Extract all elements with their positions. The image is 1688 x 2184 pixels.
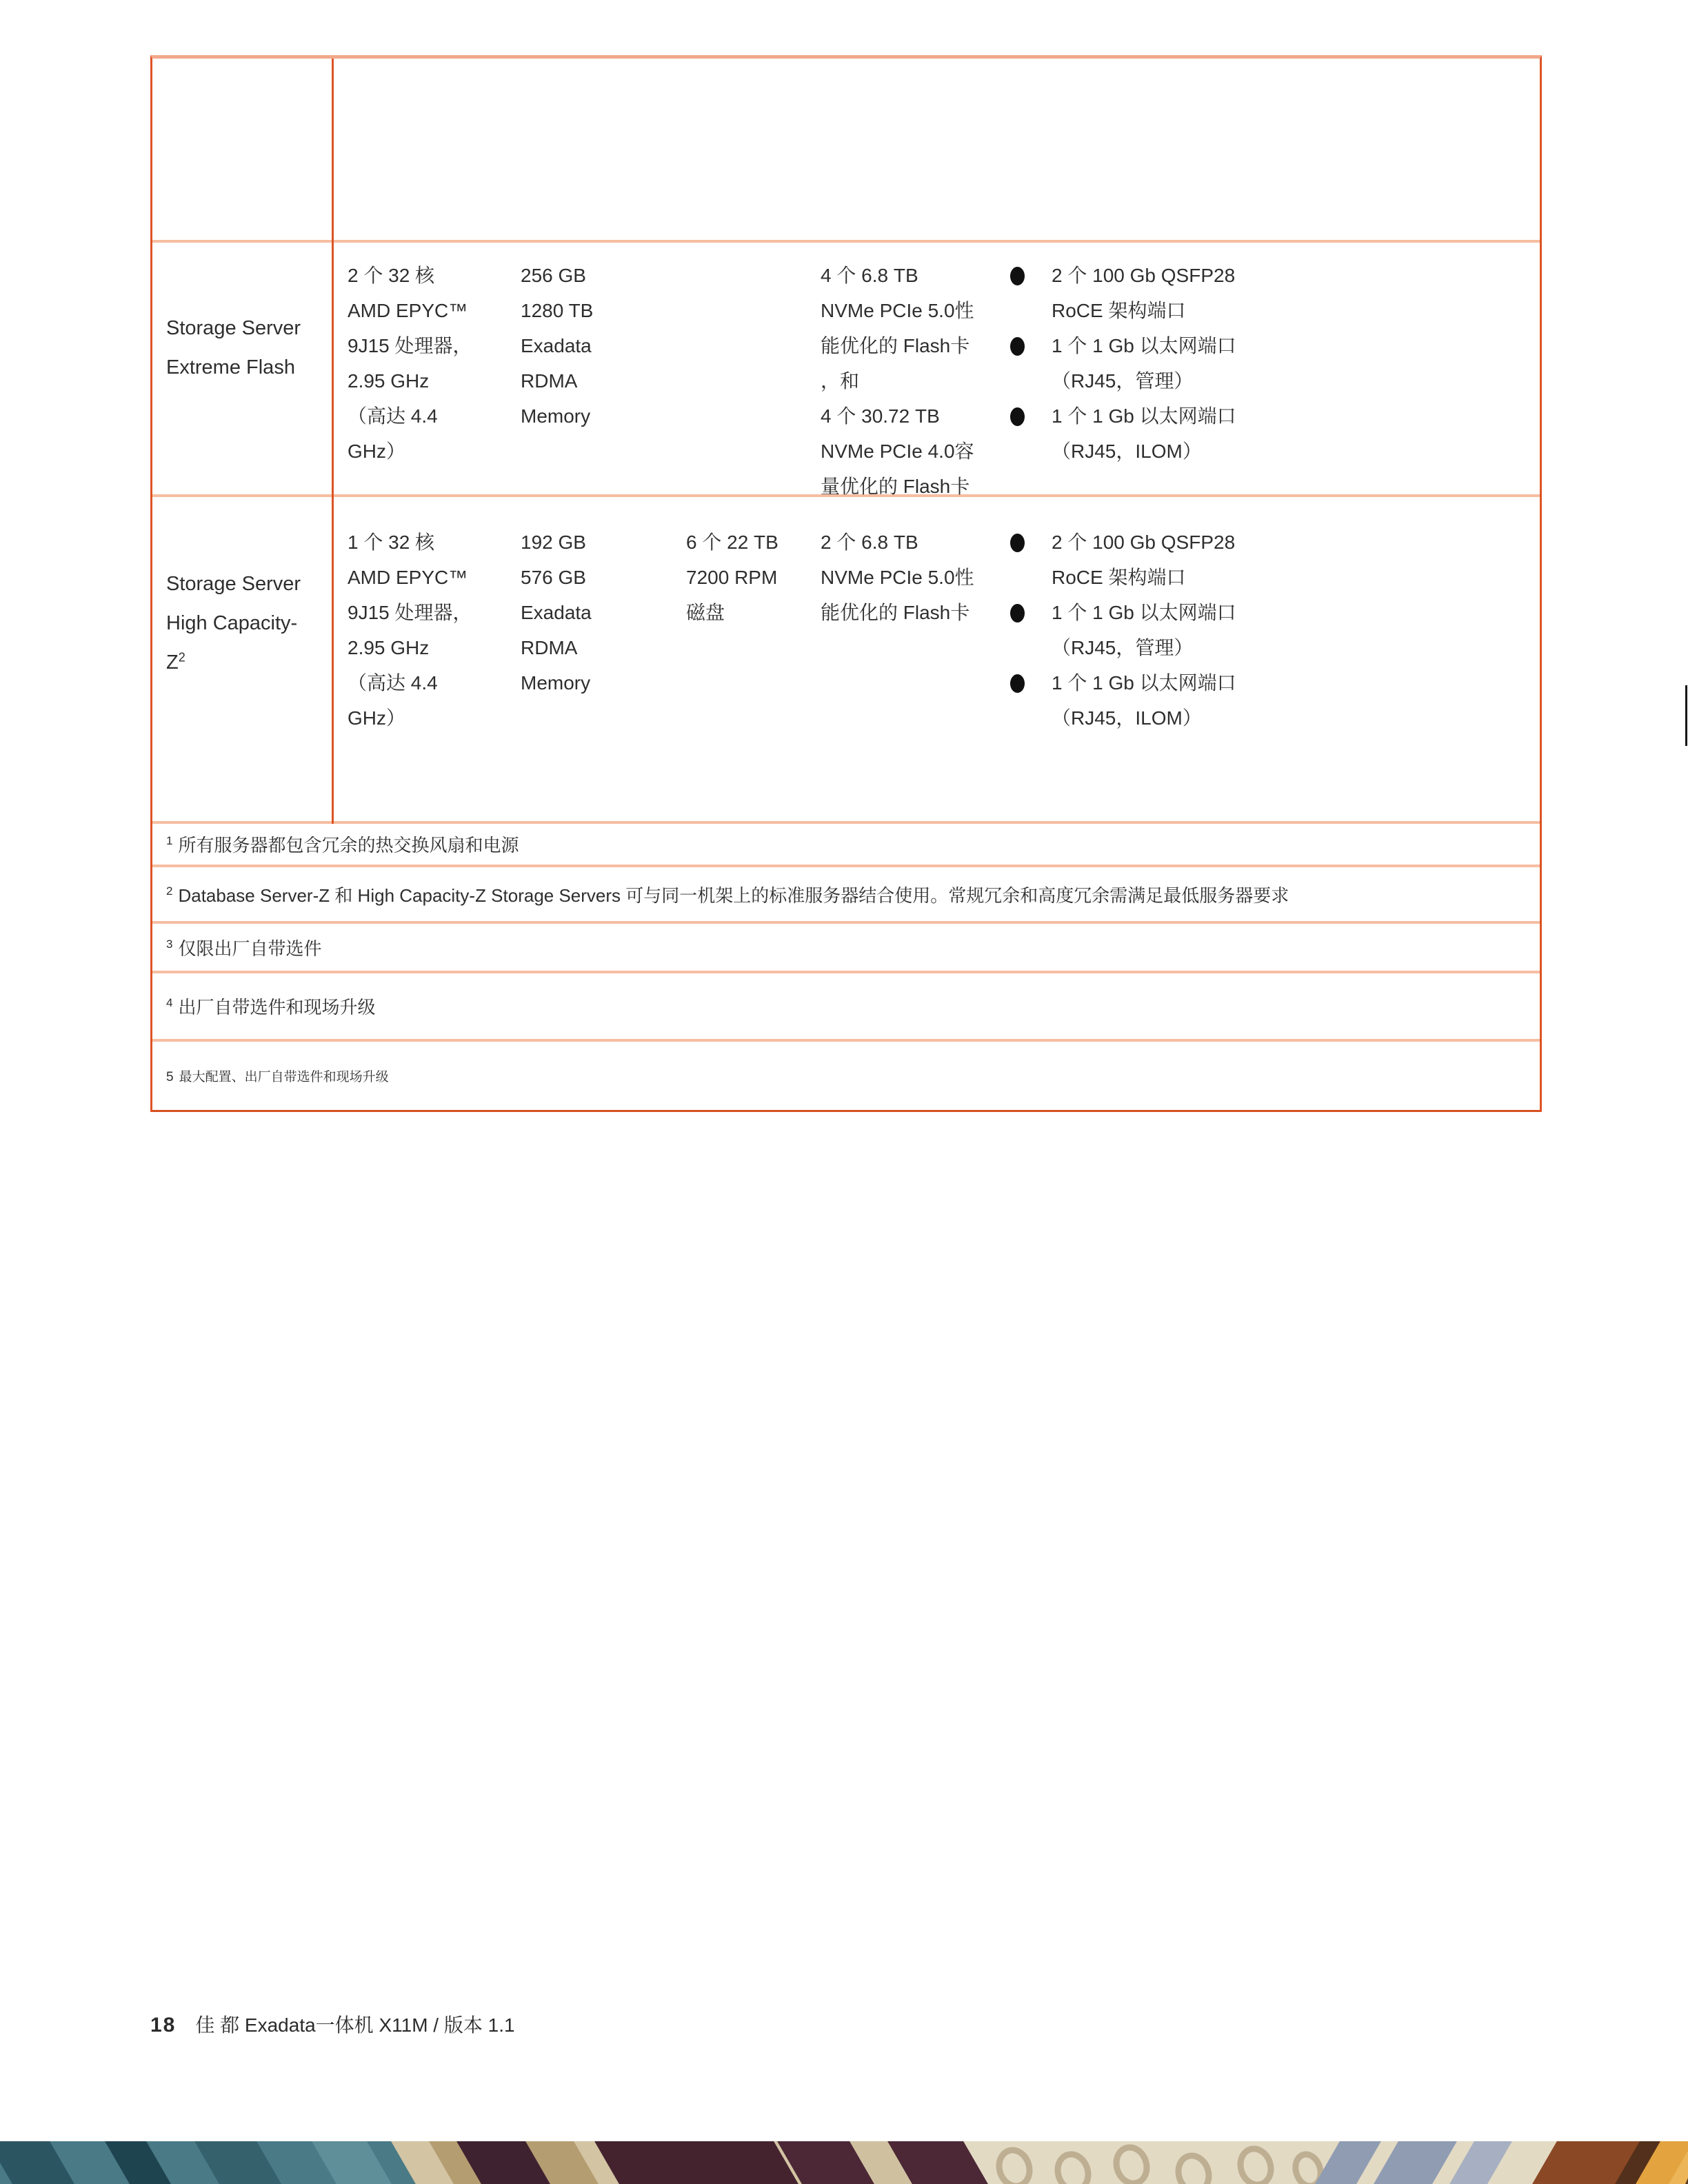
text-line: 2 个 32 核	[348, 265, 435, 286]
text-line: GHz）	[348, 441, 406, 462]
footnote-text: $^1$ 所有服务器都包含冗余的热交换风扇和电源	[166, 834, 519, 856]
text-line: Exadata	[521, 602, 592, 623]
text-line: 1 个 32 核	[348, 532, 435, 553]
footer-text: 佳 都 Exadata一体机 X11M / 版本 1.1	[195, 2014, 515, 2036]
network-port-item	[1010, 665, 1236, 736]
band-stripe	[1311, 2141, 1385, 2184]
network-port-item	[1010, 595, 1236, 665]
text-line: 能优化的 Flash卡	[821, 335, 970, 356]
band-stripe	[590, 2141, 802, 2184]
network-port-item	[1010, 328, 1236, 398]
bullet-icon	[1010, 267, 1025, 285]
band-scribble	[1108, 2141, 1156, 2184]
band-scribble	[991, 2142, 1038, 2184]
footnote-number: 2	[166, 884, 173, 898]
text-line: （RJ45，ILOM）	[1052, 441, 1202, 462]
text-line: GHz）	[348, 707, 406, 729]
text-line: Extreme Flash	[166, 356, 295, 378]
network-cell	[1010, 497, 1236, 736]
text-line: 2 个 100 Gb QSFP28	[1052, 532, 1236, 553]
memory-cell	[521, 243, 593, 434]
server-name-cell	[166, 243, 339, 387]
footnote-row-4	[152, 973, 1540, 1042]
decorative-band	[0, 2141, 1688, 2184]
bullet-icon	[1010, 674, 1025, 693]
text-line: Storage Server	[166, 317, 301, 339]
text-line: RDMA	[521, 370, 578, 392]
flash-cell	[821, 243, 974, 504]
spec-table	[150, 55, 1542, 1112]
text-line: 576 GB	[521, 567, 586, 588]
text-line: NVMe PCIe 5.0性	[821, 567, 974, 588]
text-line: 能优化的 Flash卡	[821, 602, 970, 623]
footnote-row-3	[152, 924, 1540, 973]
column-divider	[332, 59, 334, 243]
footnote-text: $^2$ Database Server-Z 和 High Capacity-Z Storage Servers 可与同一机架上的标准服务器结合使用。常规冗余和高度冗余需满足最低服务器要求	[166, 884, 1289, 906]
text-line: 2 个 100 Gb QSFP28	[1052, 265, 1236, 286]
text-line: ，和	[821, 370, 860, 392]
text-line: （RJ45，管理）	[1052, 637, 1194, 658]
text-line: Storage Server	[166, 573, 301, 595]
band-scribble	[1049, 2146, 1097, 2184]
footnote-number: 4	[166, 996, 173, 1010]
footnote-text: $^4$ 出厂自带选件和现场升级	[166, 996, 376, 1018]
footnote-row-5	[152, 1042, 1540, 1112]
network-port-item	[1010, 398, 1236, 469]
text-line: High Capacity-	[166, 612, 298, 634]
text-line: RoCE 架构端口	[1052, 300, 1186, 321]
text-line: RoCE 架构端口	[1052, 567, 1186, 588]
network-cell	[1010, 243, 1236, 469]
text-line: 2.95 GHz	[348, 370, 430, 392]
text-line: NVMe PCIe 5.0性	[821, 300, 974, 321]
text-line: 1 个 1 Gb 以太网端口	[1052, 672, 1236, 694]
text-line: 1 个 1 Gb 以太网端口	[1052, 405, 1236, 427]
footnote-number: 5	[166, 1070, 174, 1084]
text-line: 2.95 GHz	[348, 637, 430, 658]
footnote-text: 5 最大配置、出厂自带选件和现场升级	[166, 1070, 389, 1084]
text-line: NVMe PCIe 4.0容	[821, 441, 974, 462]
text-line: Memory	[521, 405, 591, 427]
text-line: Exadata	[521, 335, 592, 356]
footnote-row-2	[152, 867, 1540, 924]
page-number: 18	[150, 2014, 177, 2036]
server-name-cell	[166, 497, 339, 682]
text-line: 1 个 1 Gb 以太网端口	[1052, 602, 1236, 623]
footnote-number: 1	[166, 834, 173, 848]
flash-cell	[821, 497, 974, 630]
table-row-extreme-flash	[152, 243, 1540, 497]
text-line: 192 GB	[521, 532, 586, 553]
text-line: AMD EPYC™	[348, 567, 468, 588]
footnote-row-1	[152, 824, 1540, 867]
text-line: （高达 4.4	[348, 672, 438, 694]
table-header-row-empty	[152, 59, 1540, 243]
text-line: 9J15 处理器，	[348, 335, 472, 356]
text-line: 1 个 1 Gb 以太网端口	[1052, 335, 1236, 356]
text-line: RDMA	[521, 637, 578, 658]
network-port-item	[1010, 525, 1236, 595]
page-footer	[150, 2010, 515, 2038]
text-line: Memory	[521, 672, 591, 694]
text-line: 磁盘	[686, 602, 725, 623]
cpu-cell	[348, 243, 472, 469]
text-line: 6 个 22 TB	[686, 532, 778, 553]
text-line: 量优化的 Flash卡	[821, 476, 970, 497]
cpu-cell	[348, 497, 472, 736]
bullet-icon	[1010, 337, 1025, 356]
text-line: 4 个 30.72 TB	[821, 405, 940, 427]
text-line: （RJ45，ILOM）	[1052, 707, 1202, 729]
table-row-high-capacity-z	[152, 497, 1540, 824]
footnote-number: 3	[166, 937, 173, 951]
disk-cell	[686, 497, 778, 630]
text-line: 256 GB	[521, 265, 586, 286]
text-line: $Z^2$	[166, 650, 185, 674]
network-port-item	[1010, 258, 1236, 328]
bullet-icon	[1010, 407, 1025, 426]
memory-cell	[521, 497, 592, 700]
text-line: 2 个 6.8 TB	[821, 532, 918, 553]
text-line: 9J15 处理器，	[348, 602, 472, 623]
text-line: 1280 TB	[521, 300, 594, 321]
text-line: （高达 4.4	[348, 405, 438, 427]
band-scribble	[1232, 2141, 1280, 2184]
text-line: 7200 RPM	[686, 567, 778, 588]
text-line: 4 个 6.8 TB	[821, 265, 918, 286]
band-stripe	[1445, 2141, 1516, 2184]
bullet-icon	[1010, 604, 1025, 623]
text-line: （RJ45，管理）	[1052, 370, 1194, 392]
footnote-text: $^3$ 仅限出厂自带选件	[166, 937, 322, 959]
band-stripe	[1369, 2141, 1460, 2184]
scrollbar-thumb[interactable]	[1685, 685, 1687, 746]
band-scribble	[1170, 2147, 1218, 2184]
text-line: AMD EPYC™	[348, 300, 468, 321]
bullet-icon	[1010, 534, 1025, 552]
